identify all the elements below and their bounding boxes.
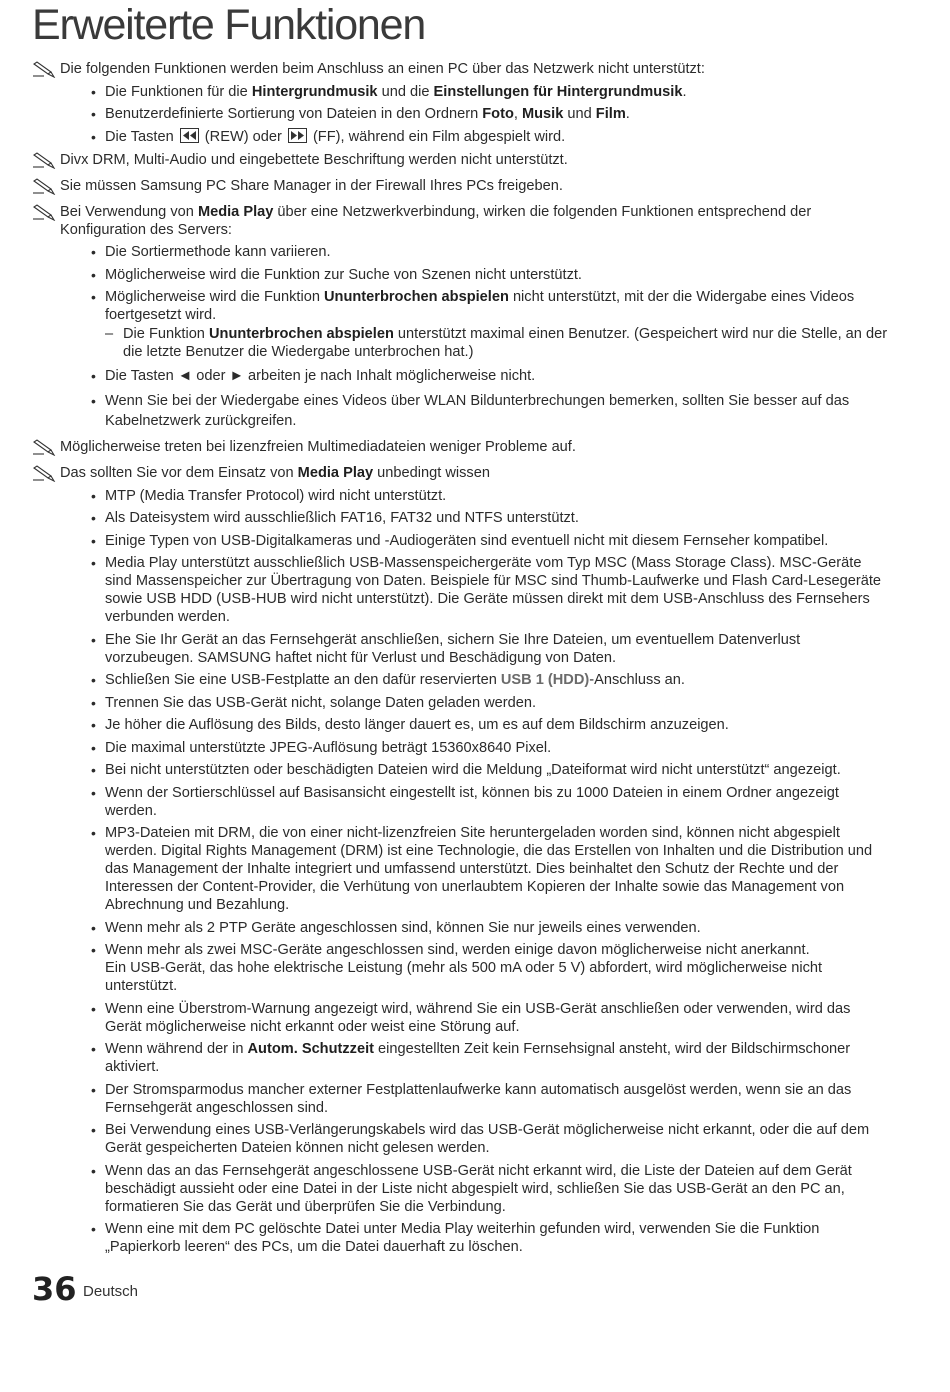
note-text: Das sollten Sie vor dem Einsatz von Media Play unbedingt wissen [60, 465, 490, 481]
pencil-note-icon [32, 152, 57, 169]
list-item: • Als Dateisystem wird ausschließlich FAT16, FAT32 und NTFS unterstützt. [60, 509, 888, 527]
note-text: Divx DRM, Multi-Audio und eingebettete Beschriftung werden nicht unterstützt. [60, 151, 568, 168]
pencil-note-icon [32, 439, 57, 456]
note-pc-network [32, 60, 888, 146]
note-share-manager [32, 177, 888, 195]
note-text: Sie müssen Samsung PC Share Manager in der Firewall Ihres PCs freigeben. [60, 177, 563, 194]
note-text: Möglicherweise treten bei lizenzfreien Multimediadateien weniger Probleme auf. [60, 439, 576, 455]
list-item: • Wenn der Sortierschlüssel auf Basisansicht eingestellt ist, können bis zu 1000 Dateien in einem Ordner angezeigt werden. [60, 784, 888, 820]
list-item: • Wenn mehr als 2 PTP Geräte angeschlossen sind, können Sie nur jeweils eines verwenden. [60, 919, 888, 937]
list-item: • Die Sortiermethode kann variieren. [60, 243, 888, 261]
list-item: • Möglicherweise wird die Funktion zur Suche von Szenen nicht unterstützt. [60, 266, 888, 284]
rewind-key-icon [180, 128, 199, 143]
list-item: • Die Tasten (REW) oder (FF), während ein Film abgespielt wird. [60, 128, 888, 146]
fast-forward-key-icon [288, 128, 307, 143]
list-item: • Media Play unterstützt ausschließlich USB-Massenspeichergeräte vom Typ MSC (Mass Storage Class). MSC-Geräte sind Massenspeicher zur Übertragung von Daten. Beispiele für MSC sind Thumb-Laufwerke und Flash Card-Lesegeräte sowie USB HDD (USB-HUB wird nicht unterstützt). Die Geräte müssen direkt mit dem USB-Anschluss des Fernsehers verbunden werden. [60, 554, 888, 626]
page-title: Erweiterte Funktionen [32, 1, 426, 49]
list-item: • MTP (Media Transfer Protocol) wird nicht unterstützt. [60, 487, 888, 505]
list-item: • Benutzerdefinierte Sortierung von Dateien in den Ordnern Foto, Musik und Film. [60, 105, 888, 123]
list-item: • Wenn mehr als zwei MSC-Geräte angeschlossen sind, werden einige davon möglicherweise nicht anerkannt. Ein USB-Gerät, das hohe elektrische Leistung (mehr als 500 mA oder 5 V) abfordert, wird möglicherweise nicht unterstützt. [60, 941, 888, 995]
note-divx [32, 151, 888, 169]
list-item: • Je höher die Auflösung des Bilds, desto länger dauert es, um es auf dem Bildschirm anzuzeigen. [60, 716, 888, 734]
list-item: • Bei nicht unterstützten oder beschädigten Dateien wird die Meldung „Dateiformat wird nicht unterstützt“ angezeigt. [60, 761, 888, 779]
list-item: • MP3-Dateien mit DRM, die von einer nicht-lizenzfreien Site heruntergeladen worden sind, können nicht abgespielt werden. Digital Rights Management (DRM) ist eine Technologie, die das Erstellen von Inhalten und die Distribution und das Management der Inhalte integriert und umfassend unterstützt. Dies beinhaltet den Schutz der Rechte und der Interessen der Content-Provider, die Verhütung von unerlaubtem Kopieren der Inhalte sowie das Management von Abrechnung und Bezahlung. [60, 824, 888, 914]
note-before-media-play [32, 464, 888, 1256]
right-arrow-icon: ► [229, 368, 244, 384]
list-item: • Bei Verwendung eines USB-Verlängerungskabels wird das USB-Gerät möglicherweise nicht erkannt, oder die auf dem Gerät gespeicherten Dateien können nicht gelesen werden. [60, 1121, 888, 1157]
list-item: • Wenn eine mit dem PC gelöschte Datei unter Media Play weiterhin gefunden wird, verwenden Sie die Funktion „Papierkorb leeren“ des PCs, um die Datei dauerhaft zu löschen. [60, 1220, 888, 1256]
page-footer [32, 1270, 139, 1308]
page-number: 36 [32, 1270, 77, 1308]
pencil-note-icon [32, 178, 57, 195]
sub-item: – Die Funktion Ununterbrochen abspielen unterstützt maximal einen Benutzer. (Gespeichert wird nur die Stelle, an der die letzte Benutzer die Wiedergabe unterbrochen hat.) [105, 326, 888, 360]
note-media-play-network [32, 203, 888, 432]
pencil-note-icon [32, 204, 57, 221]
list-item: • Wenn während der in Autom. Schutzzeit eingestellten Zeit kein Fernsehsignal ansteht, wird der Bildschirmschoner aktiviert. [60, 1040, 888, 1076]
list-item: • Der Stromsparmodus mancher externer Festplattenlaufwerke kann automatisch ausgelöst werden, wenn sie an das Fernsehgerät angeschlossen sind. [60, 1081, 888, 1117]
page-content [32, 60, 888, 1256]
left-arrow-icon: ◄ [177, 368, 193, 384]
list-item: • Einige Typen von USB-Digitalkameras und -Audiogeräten sind eventuell nicht mit diesem Fernseher kompatibel. [60, 532, 888, 550]
list-item: • Möglicherweise wird die Funktion Ununterbrochen abspielen nicht unterstützt, mit der die Widergabe eines Videos foertgesetzt wird. – Die Funktion Ununterbrochen abspielen unterstützt maximal einen Benutzer. (Gespeichert wird nur die Stelle, an der die letzte Benutzer die Wiedergabe unterbrochen hat.) [60, 288, 888, 361]
list-item: • Ehe Sie Ihr Gerät an das Fernsehgerät anschließen, sichern Sie Ihre Dateien, um eventuellem Datenverlust vorzubeugen. SAMSUNG haftet nicht für Verlust und Beschädigung von Daten. [60, 631, 888, 667]
list-item: • Die Funktionen für die Hintergrundmusik und die Einstellungen für Hintergrundmusik. [60, 83, 888, 101]
note-license-free [32, 438, 888, 456]
pencil-note-icon [32, 465, 57, 482]
list-item: • Die maximal unterstützte JPEG-Auflösung beträgt 15360x8640 Pixel. [60, 739, 888, 757]
note-text: Bei Verwendung von Media Play über eine Netzwerkverbindung, wirken die folgenden Funktionen entsprechend der Konfiguration des Servers: [60, 203, 812, 238]
list-item: • Wenn das an das Fernsehgerät angeschlossene USB-Gerät nicht erkannt wird, die Liste der Dateien auf dem Gerät beschädigt aussieht oder eine Datei in der Liste nicht abgespielt wird, schließen Sie das USB-Gerät an den PC an, formatieren Sie das Gerät und überprüfen Sie die Verbindung. [60, 1162, 888, 1216]
list-item: • Die Tasten ◄ oder ► arbeiten je nach Inhalt möglicherweise nicht. [60, 367, 888, 385]
list-item: • Wenn Sie bei der Wiedergabe eines Videos über WLAN Bildunterbrechungen bemerken, sollten Sie besser auf das Kabelnetzwerk zurückgreifen. [60, 391, 888, 431]
note-text: Die folgenden Funktionen werden beim Anschluss an einen PC über das Netzwerk nicht unterstützt: [60, 61, 705, 77]
language-label: Deutsch [83, 1283, 139, 1300]
pencil-note-icon [32, 61, 57, 78]
list-item: • Schließen Sie eine USB-Festplatte an den dafür reservierten USB 1 (HDD)-Anschluss an. [60, 671, 888, 689]
list-item: • Trennen Sie das USB-Gerät nicht, solange Daten geladen werden. [60, 694, 888, 712]
list-item: • Wenn eine Überstrom-Warnung angezeigt wird, während Sie ein USB-Gerät anschließen oder verwenden, wird das Gerät möglicherweise nicht erkannt oder weist eine Störung auf. [60, 1000, 888, 1036]
